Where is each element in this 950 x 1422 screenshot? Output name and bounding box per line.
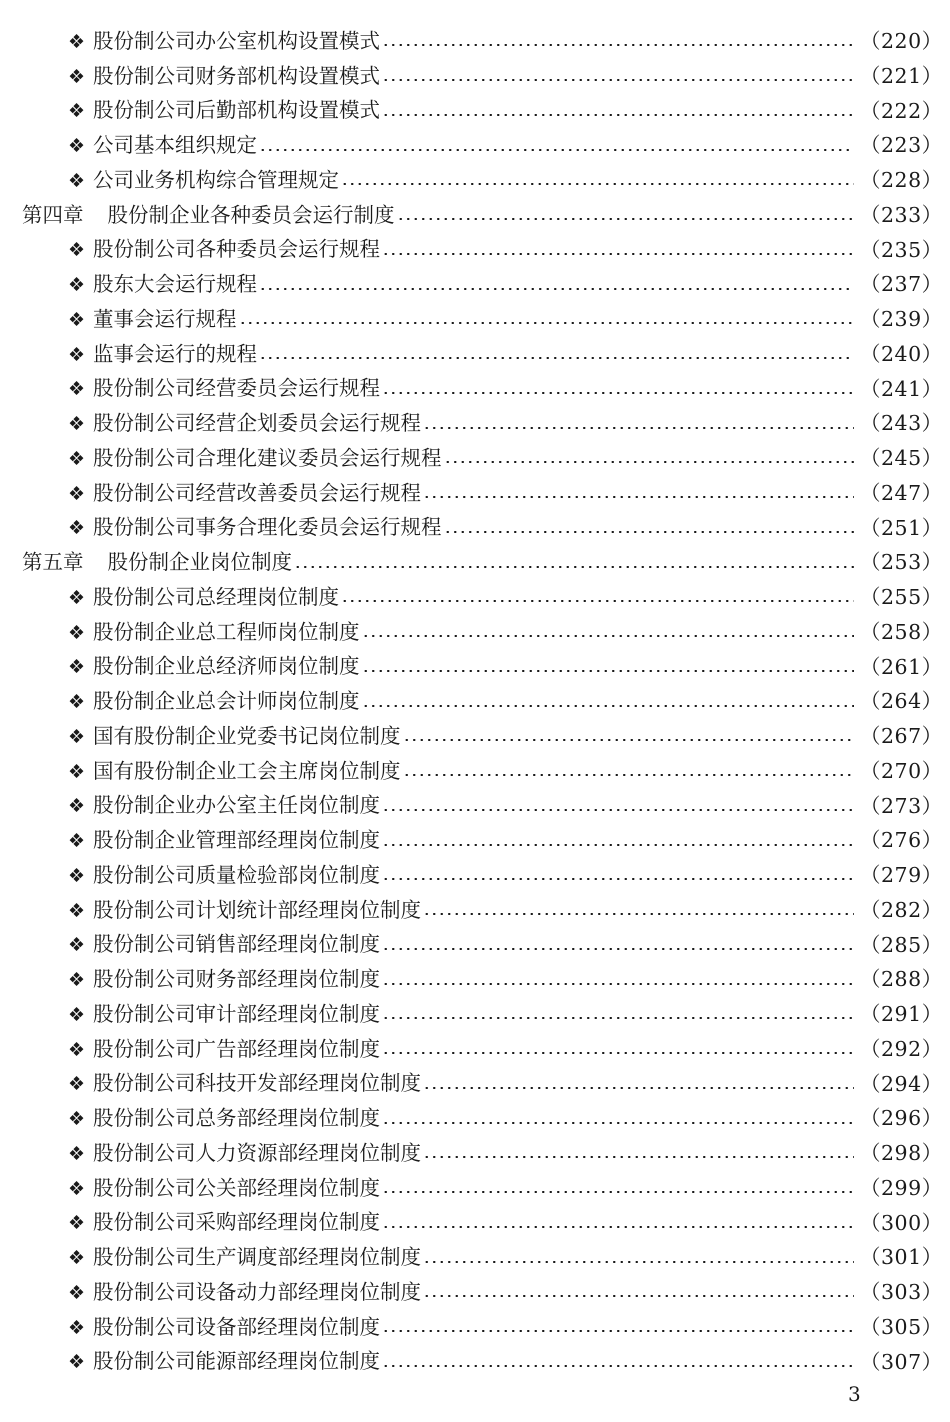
toc-entry xyxy=(0,1345,950,1380)
entry-title: 股东大会运行规程 xyxy=(93,272,257,297)
entry-page-number: （240） xyxy=(860,341,943,366)
dot-leader xyxy=(397,218,855,220)
diamond-bullet-icon: ❖ xyxy=(68,621,86,644)
toc-chapter-entry xyxy=(0,198,950,233)
toc-entry xyxy=(0,823,950,858)
toc-entry xyxy=(0,754,950,789)
entry-heading xyxy=(68,1314,380,1339)
entry-heading xyxy=(68,63,380,88)
diamond-bullet-icon: ❖ xyxy=(68,413,86,436)
entry-page-number: （307） xyxy=(860,1349,943,1374)
entry-page-number: （237） xyxy=(860,272,943,297)
entry-heading xyxy=(68,1351,380,1372)
diamond-bullet-icon: ❖ xyxy=(68,830,86,853)
entry-heading xyxy=(68,897,421,922)
entry-heading xyxy=(22,202,395,227)
diamond-bullet-icon: ❖ xyxy=(68,586,86,609)
entry-title: 股份制公司人力资源部经理岗位制度 xyxy=(93,1140,421,1165)
diamond-bullet-icon: ❖ xyxy=(68,899,86,922)
dot-leader xyxy=(382,878,854,880)
toc-entry xyxy=(0,789,950,824)
toc-entry xyxy=(0,337,950,372)
toc-entry xyxy=(0,1136,950,1171)
entry-title: 国有股份制企业工会主席岗位制度 xyxy=(93,758,401,783)
entry-page-number: （291） xyxy=(860,1002,943,1027)
entry-page-number: （300） xyxy=(860,1210,943,1235)
dot-leader xyxy=(382,79,854,81)
dot-leader xyxy=(382,1052,854,1054)
diamond-bullet-icon: ❖ xyxy=(68,760,86,783)
dot-leader xyxy=(382,392,854,394)
diamond-bullet-icon: ❖ xyxy=(68,725,86,748)
entry-title: 股份制企业管理部经理岗位制度 xyxy=(93,828,380,853)
entry-page-number: （239） xyxy=(860,307,943,332)
dot-leader xyxy=(423,1295,854,1297)
entry-title: 股份制公司总经理岗位制度 xyxy=(93,584,339,609)
dot-leader xyxy=(382,253,854,255)
diamond-bullet-icon: ❖ xyxy=(68,656,86,679)
dot-leader xyxy=(382,1330,854,1332)
diamond-bullet-icon: ❖ xyxy=(68,308,86,331)
entry-title: 股份制公司财务部经理岗位制度 xyxy=(93,967,380,992)
entry-heading xyxy=(68,656,360,677)
entry-heading xyxy=(68,306,237,331)
diamond-bullet-icon: ❖ xyxy=(68,517,86,540)
toc-chapter-entry xyxy=(0,545,950,580)
chapter-number: 第五章 xyxy=(22,550,84,575)
entry-page-number: （228） xyxy=(860,168,943,193)
diamond-bullet-icon: ❖ xyxy=(68,969,86,992)
entry-title: 公司基本组织规定 xyxy=(93,133,257,158)
entry-title: 股份制企业总工程师岗位制度 xyxy=(93,619,360,644)
toc-entry xyxy=(0,928,950,963)
entry-page-number: （258） xyxy=(860,619,943,644)
dot-leader xyxy=(362,670,855,672)
entry-page-number: （301） xyxy=(860,1245,943,1270)
dot-leader xyxy=(341,600,854,602)
dot-leader xyxy=(382,1365,854,1367)
toc-entry xyxy=(0,302,950,337)
dot-leader xyxy=(423,1261,854,1263)
entry-title: 股份制公司事务合理化委员会运行规程 xyxy=(93,515,442,540)
diamond-bullet-icon: ❖ xyxy=(68,691,86,714)
entry-heading xyxy=(68,239,380,260)
entry-title: 股份制公司办公室机构设置模式 xyxy=(93,28,380,53)
toc-entry xyxy=(0,719,950,754)
diamond-bullet-icon: ❖ xyxy=(68,1316,86,1339)
dot-leader xyxy=(423,427,854,429)
toc-entry xyxy=(0,1171,950,1206)
toc-entry xyxy=(0,962,950,997)
entry-title: 股份制公司经营企划委员会运行规程 xyxy=(93,411,421,436)
dot-leader xyxy=(341,183,854,185)
entry-page-number: （264） xyxy=(860,689,943,714)
dot-leader xyxy=(382,1226,854,1228)
diamond-bullet-icon: ❖ xyxy=(68,482,86,505)
entry-page-number: （292） xyxy=(860,1036,943,1061)
entry-heading xyxy=(68,1140,421,1165)
entry-heading xyxy=(68,445,442,470)
entry-page-number: （247） xyxy=(860,480,943,505)
entry-page-number: （288） xyxy=(860,967,943,992)
entry-heading xyxy=(68,619,360,644)
entry-heading xyxy=(68,341,257,366)
dot-leader xyxy=(382,44,854,46)
entry-title: 股份制公司采购部经理岗位制度 xyxy=(93,1210,380,1235)
toc-entry xyxy=(0,1067,950,1102)
dot-leader xyxy=(259,288,854,290)
entry-page-number: （298） xyxy=(860,1141,943,1166)
entry-title: 股份制企业各种委员会运行制度 xyxy=(107,202,395,227)
dot-leader xyxy=(423,913,854,915)
dot-leader xyxy=(382,948,854,950)
toc-entry xyxy=(0,1310,950,1345)
diamond-bullet-icon: ❖ xyxy=(68,1038,86,1061)
diamond-bullet-icon: ❖ xyxy=(68,864,86,887)
entry-title: 股份制公司审计部经理岗位制度 xyxy=(93,1001,380,1026)
entry-title: 股份制企业总会计师岗位制度 xyxy=(93,689,360,714)
entry-title: 股份制公司合理化建议委员会运行规程 xyxy=(93,445,442,470)
entry-heading xyxy=(68,934,380,955)
toc-entry xyxy=(0,406,950,441)
entry-title: 股份制公司科技开发部经理岗位制度 xyxy=(93,1071,421,1096)
entry-page-number: （267） xyxy=(860,724,943,749)
dot-leader xyxy=(444,531,855,533)
entry-heading xyxy=(68,1175,380,1200)
entry-heading xyxy=(68,167,339,192)
entry-page-number: （282） xyxy=(860,897,943,922)
entry-heading xyxy=(68,378,380,399)
entry-heading xyxy=(68,723,401,748)
entry-title: 股份制企业岗位制度 xyxy=(107,550,292,575)
dot-leader xyxy=(423,1156,854,1158)
dot-leader xyxy=(382,809,854,811)
entry-heading xyxy=(22,552,292,573)
entry-title: 股份制公司设备动力部经理岗位制度 xyxy=(93,1279,421,1304)
toc-entry xyxy=(0,615,950,650)
table-of-contents xyxy=(0,24,950,1379)
diamond-bullet-icon: ❖ xyxy=(68,1177,86,1200)
toc-entry xyxy=(0,233,950,268)
diamond-bullet-icon: ❖ xyxy=(68,135,86,158)
toc-entry xyxy=(0,128,950,163)
entry-page-number: （245） xyxy=(860,446,943,471)
entry-page-number: （243） xyxy=(860,411,943,436)
entry-title: 股份制公司财务部机构设置模式 xyxy=(93,63,380,88)
entry-title: 股份制公司各种委员会运行规程 xyxy=(93,237,380,262)
entry-page-number: （222） xyxy=(860,98,943,123)
diamond-bullet-icon: ❖ xyxy=(68,934,86,957)
toc-entry xyxy=(0,1032,950,1067)
entry-page-number: （270） xyxy=(860,758,943,783)
entry-page-number: （255） xyxy=(860,585,943,610)
toc-entry xyxy=(0,94,950,129)
dot-leader xyxy=(362,635,855,637)
diamond-bullet-icon: ❖ xyxy=(68,169,86,192)
entry-title: 股份制公司质量检验部岗位制度 xyxy=(93,862,380,887)
entry-heading xyxy=(68,517,442,538)
dot-leader xyxy=(362,705,855,707)
diamond-bullet-icon: ❖ xyxy=(68,1281,86,1304)
entry-title: 股份制公司公关部经理岗位制度 xyxy=(93,1175,380,1200)
entry-heading xyxy=(68,480,421,505)
entry-page-number: （220） xyxy=(860,29,943,54)
dot-leader xyxy=(259,149,854,151)
entry-page-number: （294） xyxy=(860,1071,943,1096)
entry-page-number: （279） xyxy=(860,863,943,888)
entry-heading xyxy=(68,274,257,295)
diamond-bullet-icon: ❖ xyxy=(68,1351,86,1374)
dot-leader xyxy=(382,1191,854,1193)
dot-leader xyxy=(382,844,854,846)
diamond-bullet-icon: ❖ xyxy=(68,239,86,262)
entry-heading xyxy=(68,795,380,816)
entry-heading xyxy=(68,1247,421,1268)
entry-heading xyxy=(68,1108,380,1129)
entry-page-number: （305） xyxy=(860,1314,943,1339)
dot-leader xyxy=(382,983,854,985)
entry-title: 国有股份制企业党委书记岗位制度 xyxy=(93,723,401,748)
entry-title: 股份制公司经营改善委员会运行规程 xyxy=(93,480,421,505)
entry-heading xyxy=(68,691,360,712)
dot-leader xyxy=(382,1017,854,1019)
dot-leader xyxy=(259,357,854,359)
entry-page-number: （251） xyxy=(860,515,943,540)
entry-page-number: （223） xyxy=(860,133,943,158)
toc-entry xyxy=(0,1240,950,1275)
entry-title: 股份制公司后勤部机构设置模式 xyxy=(93,98,380,123)
entry-page-number: （221） xyxy=(860,63,943,88)
entry-title: 股份制公司计划统计部经理岗位制度 xyxy=(93,897,421,922)
toc-entry xyxy=(0,1275,950,1310)
entry-title: 股份制公司经营委员会运行规程 xyxy=(93,376,380,401)
entry-heading xyxy=(68,28,380,53)
diamond-bullet-icon: ❖ xyxy=(68,65,86,88)
entry-title: 公司业务机构综合管理规定 xyxy=(93,167,339,192)
dot-leader xyxy=(444,461,855,463)
dot-leader xyxy=(382,1122,854,1124)
toc-entry xyxy=(0,441,950,476)
toc-entry xyxy=(0,684,950,719)
dot-leader xyxy=(403,774,855,776)
toc-entry xyxy=(0,163,950,198)
entry-heading xyxy=(68,830,380,851)
page-number: 3 xyxy=(848,1382,861,1406)
dot-leader xyxy=(403,739,855,741)
toc-entry xyxy=(0,267,950,302)
entry-title: 股份制公司广告部经理岗位制度 xyxy=(93,1036,380,1061)
entry-heading xyxy=(68,862,380,887)
dot-leader xyxy=(294,566,854,568)
entry-page-number: （235） xyxy=(860,237,943,262)
entry-page-number: （261） xyxy=(860,654,943,679)
entry-title: 股份制公司设备部经理岗位制度 xyxy=(93,1314,380,1339)
diamond-bullet-icon: ❖ xyxy=(68,30,86,53)
entry-title: 股份制企业办公室主任岗位制度 xyxy=(93,793,380,818)
entry-heading xyxy=(68,1073,421,1094)
entry-title: 股份制公司能源部经理岗位制度 xyxy=(93,1349,380,1374)
entry-page-number: （241） xyxy=(860,376,943,401)
entry-page-number: （303） xyxy=(860,1280,943,1305)
entry-heading xyxy=(68,135,257,156)
entry-title: 监事会运行的规程 xyxy=(93,341,257,366)
dot-leader xyxy=(423,1087,854,1089)
chapter-number: 第四章 xyxy=(22,202,84,227)
toc-entry xyxy=(0,893,950,928)
toc-entry xyxy=(0,580,950,615)
entry-title: 股份制企业总经济师岗位制度 xyxy=(93,654,360,679)
toc-entry xyxy=(0,1206,950,1241)
diamond-bullet-icon: ❖ xyxy=(68,378,86,401)
entry-heading xyxy=(68,758,401,783)
dot-leader xyxy=(239,322,855,324)
diamond-bullet-icon: ❖ xyxy=(68,343,86,366)
diamond-bullet-icon: ❖ xyxy=(68,1003,86,1026)
diamond-bullet-icon: ❖ xyxy=(68,795,86,818)
toc-entry xyxy=(0,24,950,59)
entry-heading xyxy=(68,413,421,434)
entry-heading xyxy=(68,100,380,121)
dot-leader xyxy=(423,496,854,498)
toc-entry xyxy=(0,858,950,893)
entry-page-number: （285） xyxy=(860,932,943,957)
diamond-bullet-icon: ❖ xyxy=(68,1247,86,1270)
dot-leader xyxy=(382,114,854,116)
toc-entry xyxy=(0,997,950,1032)
toc-entry xyxy=(0,59,950,94)
entry-heading xyxy=(68,1212,380,1233)
entry-page-number: （273） xyxy=(860,793,943,818)
toc-entry xyxy=(0,1101,950,1136)
entry-heading xyxy=(68,1279,421,1304)
toc-entry xyxy=(0,650,950,685)
diamond-bullet-icon: ❖ xyxy=(68,1212,86,1235)
entry-heading xyxy=(68,1036,380,1061)
entry-page-number: （233） xyxy=(860,202,943,227)
entry-heading xyxy=(68,969,380,990)
diamond-bullet-icon: ❖ xyxy=(68,100,86,123)
entry-heading xyxy=(68,584,339,609)
diamond-bullet-icon: ❖ xyxy=(68,1142,86,1165)
entry-title: 股份制公司总务部经理岗位制度 xyxy=(93,1106,380,1131)
entry-title: 股份制公司生产调度部经理岗位制度 xyxy=(93,1245,421,1270)
entry-page-number: （253） xyxy=(860,550,943,575)
entry-page-number: （296） xyxy=(860,1106,943,1131)
entry-page-number: （299） xyxy=(860,1175,943,1200)
toc-entry xyxy=(0,476,950,511)
entry-page-number: （276） xyxy=(860,828,943,853)
toc-entry xyxy=(0,372,950,407)
diamond-bullet-icon: ❖ xyxy=(68,1073,86,1096)
toc-entry xyxy=(0,511,950,546)
diamond-bullet-icon: ❖ xyxy=(68,274,86,297)
diamond-bullet-icon: ❖ xyxy=(68,1108,86,1131)
diamond-bullet-icon: ❖ xyxy=(68,447,86,470)
entry-title: 董事会运行规程 xyxy=(93,306,237,331)
entry-heading xyxy=(68,1001,380,1026)
entry-title: 股份制公司销售部经理岗位制度 xyxy=(93,932,380,957)
